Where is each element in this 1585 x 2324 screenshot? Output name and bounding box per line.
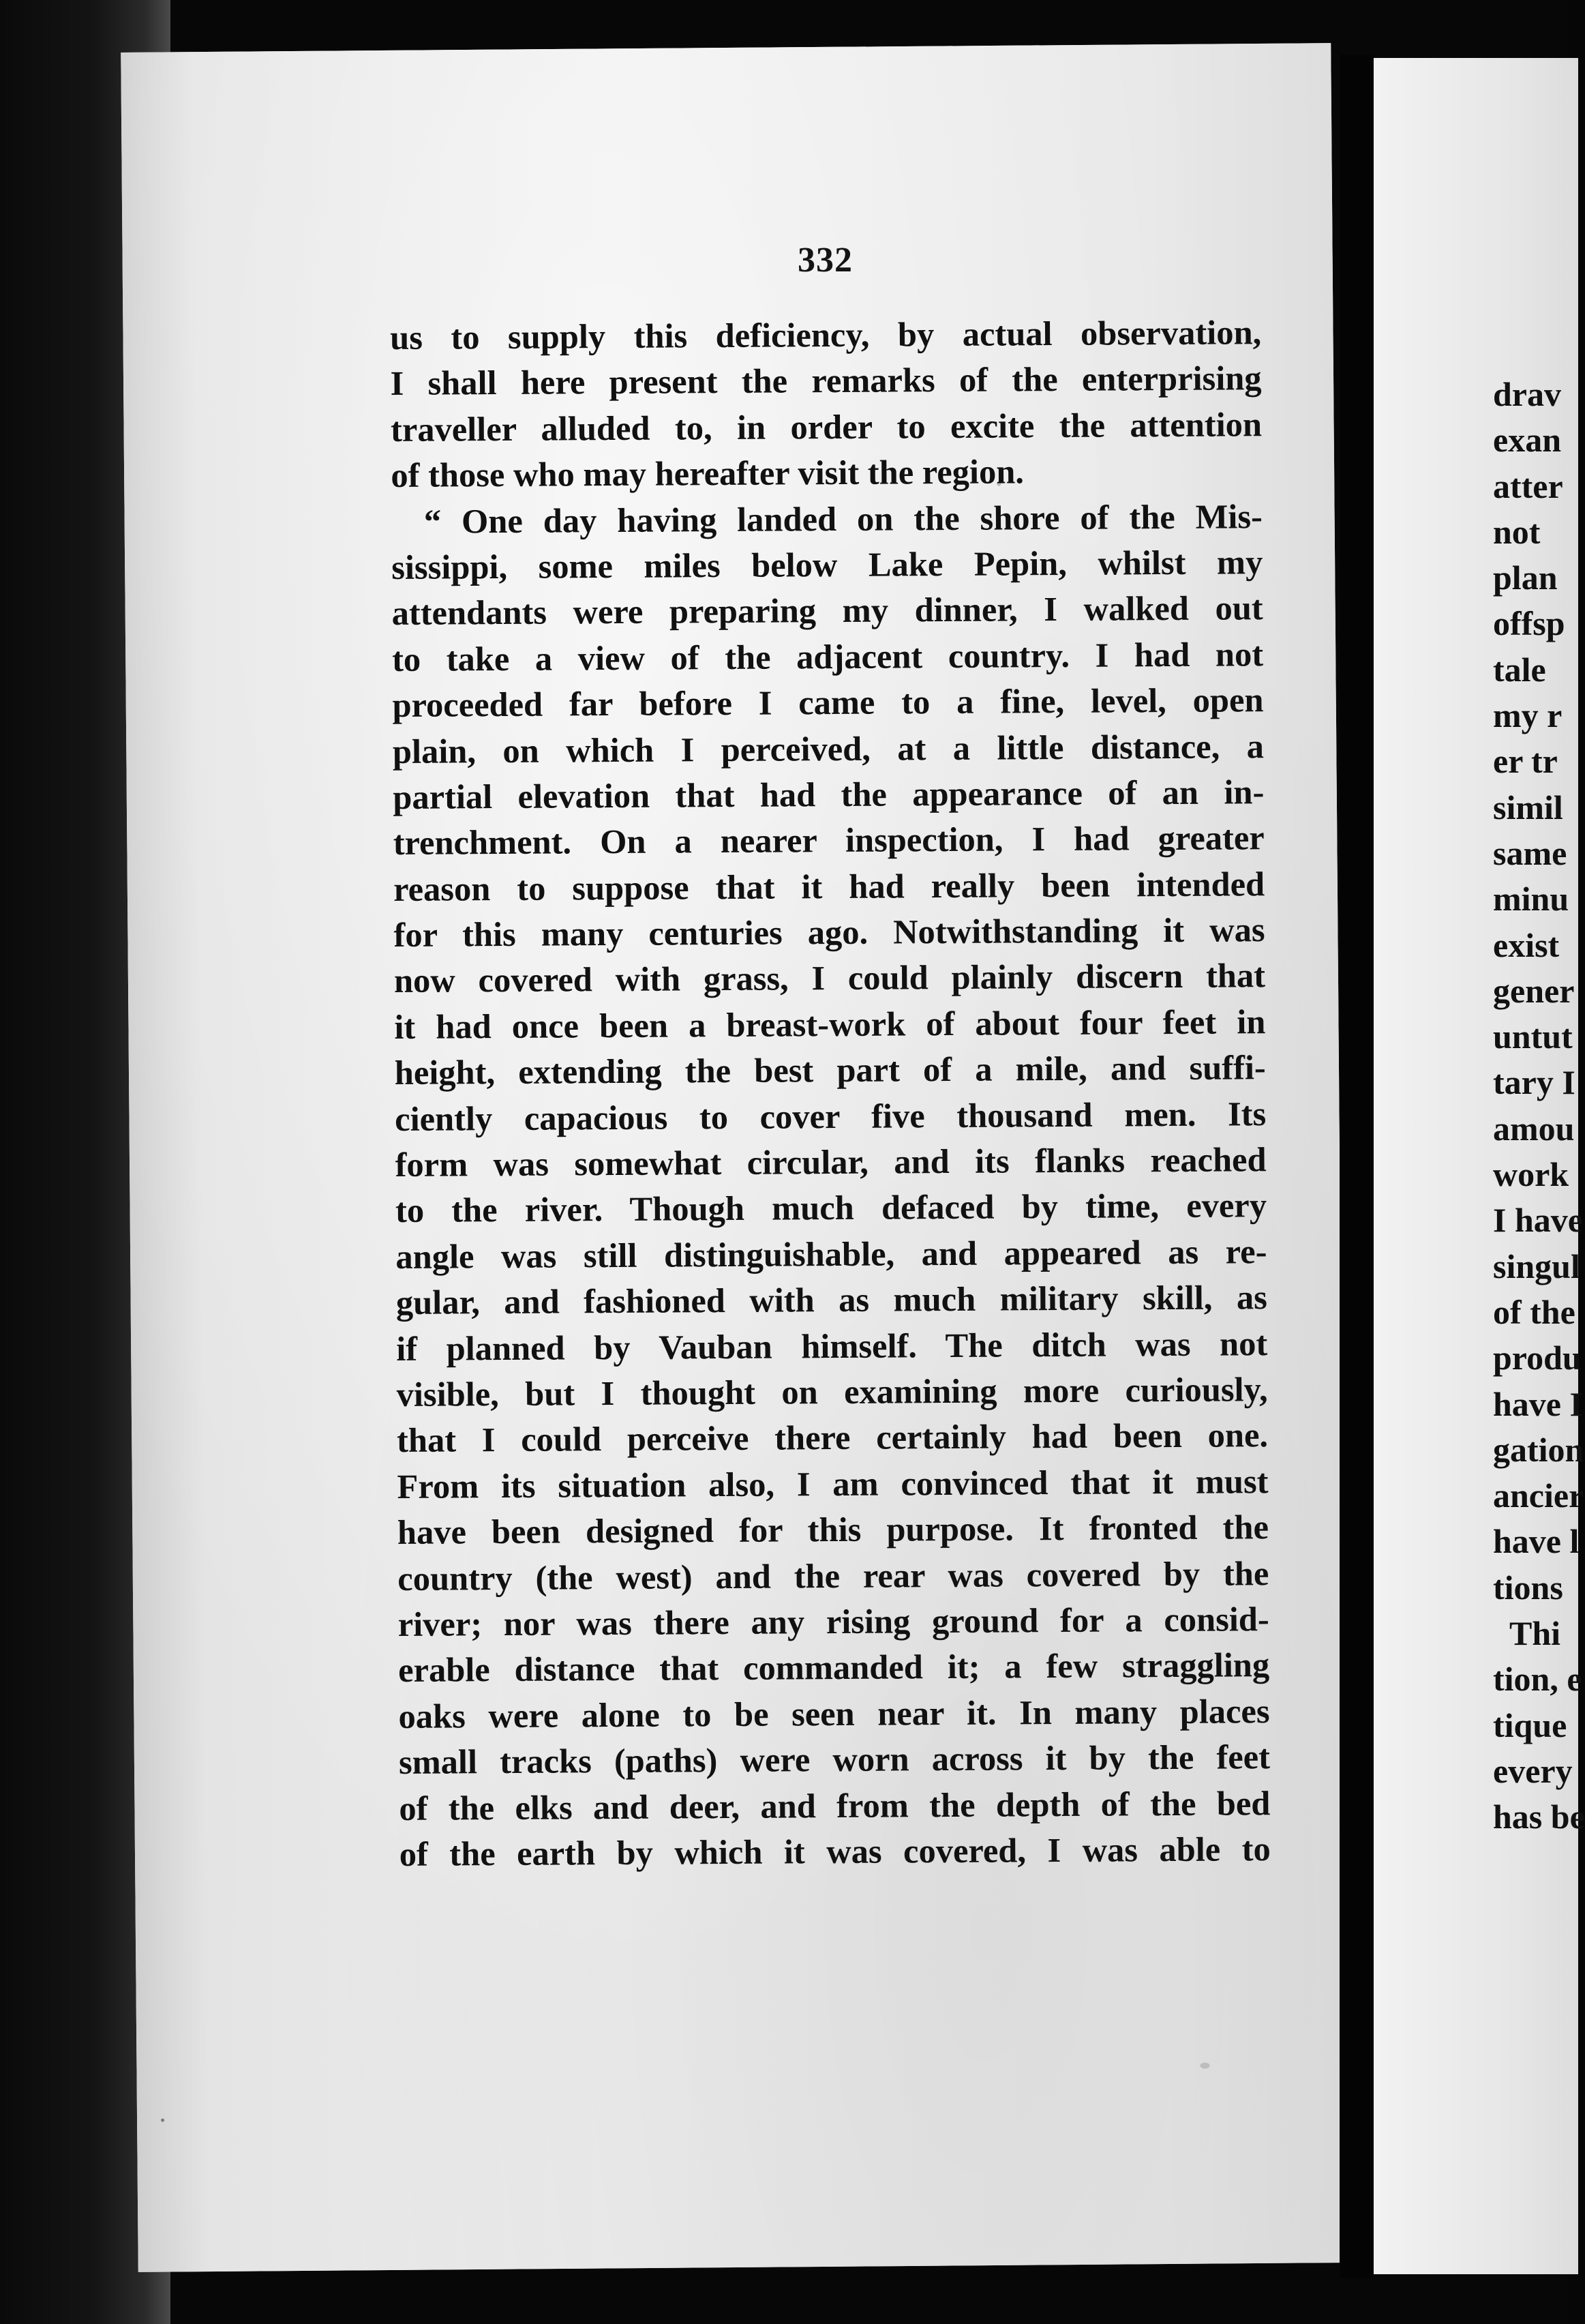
text-line: that I could perceive there certainly had been one.	[396, 1416, 1269, 1460]
facing-text-line: atter	[1493, 466, 1563, 505]
facing-text-line: every	[1493, 1751, 1573, 1790]
facing-text-line: untut	[1493, 1017, 1573, 1056]
text-line: traveller alluded to, in order to excite the attention	[390, 404, 1263, 449]
facing-text-line: of the	[1493, 1292, 1575, 1331]
facing-text-line: my r	[1493, 696, 1563, 735]
facing-text-line: has be	[1493, 1798, 1585, 1836]
text-line: From its situation also, I am convinced that it must	[397, 1461, 1269, 1506]
text-line: proceeded far before I came to a fine, level, open	[392, 681, 1264, 725]
facing-text-line: same	[1493, 833, 1567, 872]
facing-text-line: not	[1493, 512, 1541, 551]
text-line: of the elks and deer, and from the depth of the bed	[399, 1783, 1271, 1828]
text-line: for this many centuries ago. Notwithstanding it was	[393, 910, 1265, 955]
page-body-text	[390, 310, 1271, 1877]
text-line: if planned by Vauban himself. The ditch was not	[396, 1324, 1268, 1368]
text-line: height, extending the best part of a mile, and suffi-	[394, 1048, 1266, 1092]
facing-text-line: have I	[1493, 1384, 1583, 1423]
facing-text-line: amou	[1493, 1109, 1575, 1148]
facing-text-line: exist	[1493, 925, 1560, 964]
paper-speck	[161, 2119, 164, 2122]
facing-text-line: tique	[1493, 1705, 1567, 1744]
text-line: reason to suppose that it had really been intended	[393, 864, 1265, 908]
text-line: angle was still distinguishable, and appeared as re-	[395, 1232, 1267, 1276]
facing-text-line: tary I	[1493, 1063, 1575, 1102]
text-line: visible, but I thought on examining more curiously,	[396, 1370, 1268, 1414]
facing-text-line: singul	[1493, 1247, 1580, 1285]
text-line: ciently capacious to cover five thousand men. Its	[395, 1094, 1267, 1138]
facing-text-line: plan	[1493, 558, 1558, 597]
text-line: plain, on which I perceived, at a little distance, a	[392, 726, 1265, 771]
facing-text-line: tale	[1493, 650, 1546, 689]
facing-text-line: exan	[1493, 421, 1561, 460]
facing-text-line: drav	[1493, 375, 1561, 413]
facing-text-line: simil	[1493, 788, 1563, 826]
facing-text-line: tion, e	[1493, 1660, 1582, 1699]
text-line: partial elevation that had the appearance of an in-	[393, 773, 1265, 816]
text-line: I shall here present the remarks of the enterprising	[390, 359, 1262, 403]
facing-text-line: minu	[1493, 880, 1569, 919]
text-line: trenchment. On a nearer inspection, I had greater	[393, 818, 1265, 863]
text-line: gular, and fashioned with as much military skill, as	[395, 1278, 1267, 1322]
facing-text-line: tions	[1493, 1568, 1563, 1607]
facing-text-line: produ	[1493, 1339, 1582, 1377]
facing-text-line: Thi	[1509, 1614, 1561, 1653]
text-line: oaks were alone to be seen near it. In many places	[398, 1691, 1270, 1735]
text-line: country (the west) and the rear was covered by the	[397, 1553, 1269, 1598]
text-line: to the river. Though much defaced by time, every	[395, 1186, 1267, 1230]
facing-text-line: I have	[1493, 1201, 1583, 1240]
facing-text-line: offsp	[1493, 604, 1565, 643]
facing-page-text-fragment	[1493, 372, 1585, 1841]
text-line: “ One day having landed on the shore of the Mis-	[423, 496, 1263, 541]
text-line: of those who may hereafter visit the region.	[391, 452, 1025, 495]
facing-text-line: gener	[1493, 971, 1575, 1010]
book-gutter	[1340, 55, 1374, 2278]
facing-text-line: ancier	[1493, 1476, 1584, 1515]
text-line: form was somewhat circular, and its flanks reached	[395, 1140, 1267, 1185]
text-line: to take a view of the adjacent country. I had not	[391, 634, 1264, 679]
text-line: small tracks (paths) were worn across it by the feet	[398, 1738, 1271, 1782]
text-line: now covered with grass, I could plainly discern that	[393, 956, 1266, 1000]
text-line: sissippi, some miles below Lake Pepin, whilst my	[391, 543, 1263, 586]
paper-speck	[1200, 2063, 1209, 2069]
facing-text-line: er tr	[1493, 742, 1558, 781]
text-line: of the earth by which it was covered, I was able to	[399, 1830, 1271, 1873]
page-number: 332	[798, 241, 853, 280]
text-line: river; nor was there any rising ground for a consid-	[397, 1600, 1269, 1643]
facing-text-line: work	[1493, 1155, 1569, 1194]
text-line: it had once been a breast-work of about four feet in	[394, 1002, 1266, 1046]
facing-text-line: gation	[1493, 1430, 1584, 1469]
text-line: attendants were preparing my dinner, I walked out	[391, 589, 1263, 633]
text-line: us to supply this deficiency, by actual observation,	[390, 313, 1262, 357]
text-line: erable distance that commanded it; a few straggling	[397, 1645, 1270, 1690]
text-line: have been designed for this purpose. It fronted the	[397, 1508, 1269, 1552]
facing-text-line: have l	[1493, 1522, 1580, 1561]
